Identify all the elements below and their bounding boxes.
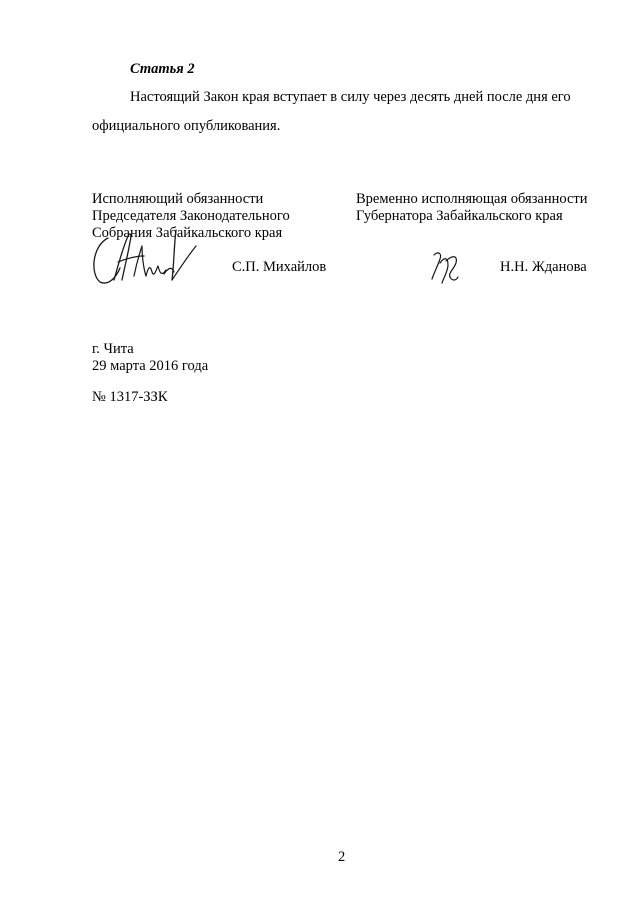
article-text-line-2: официального опубликования. [92,118,281,134]
left-signatory-title-line-3: Собрания Забайкальского края [92,225,283,241]
signing-date: 29 марта 2016 года [92,358,209,374]
article-heading: Статья 2 [130,61,195,77]
left-signatory-name: С.П. Михайлов [232,259,327,275]
left-handwritten-signature [88,222,200,288]
page-number: 2 [338,849,346,865]
article-text-line-1: Настоящий Закон края вступает в силу через десять дней после дня его [130,89,571,105]
law-number: № 1317-ЗЗК [92,389,168,405]
left-signatory-title-line-2: Председателя Законодательного [92,208,290,224]
right-signatory-title-line-1: Временно исполняющая обязанности [356,191,588,207]
right-signatory-title-line-2: Губернатора Забайкальского края [356,208,563,224]
city-of-signing: г. Чита [92,341,134,357]
right-handwritten-signature [428,247,462,287]
left-signatory-title-line-1: Исполняющий обязанности [92,191,264,207]
right-signatory-name: Н.Н. Жданова [500,259,587,275]
